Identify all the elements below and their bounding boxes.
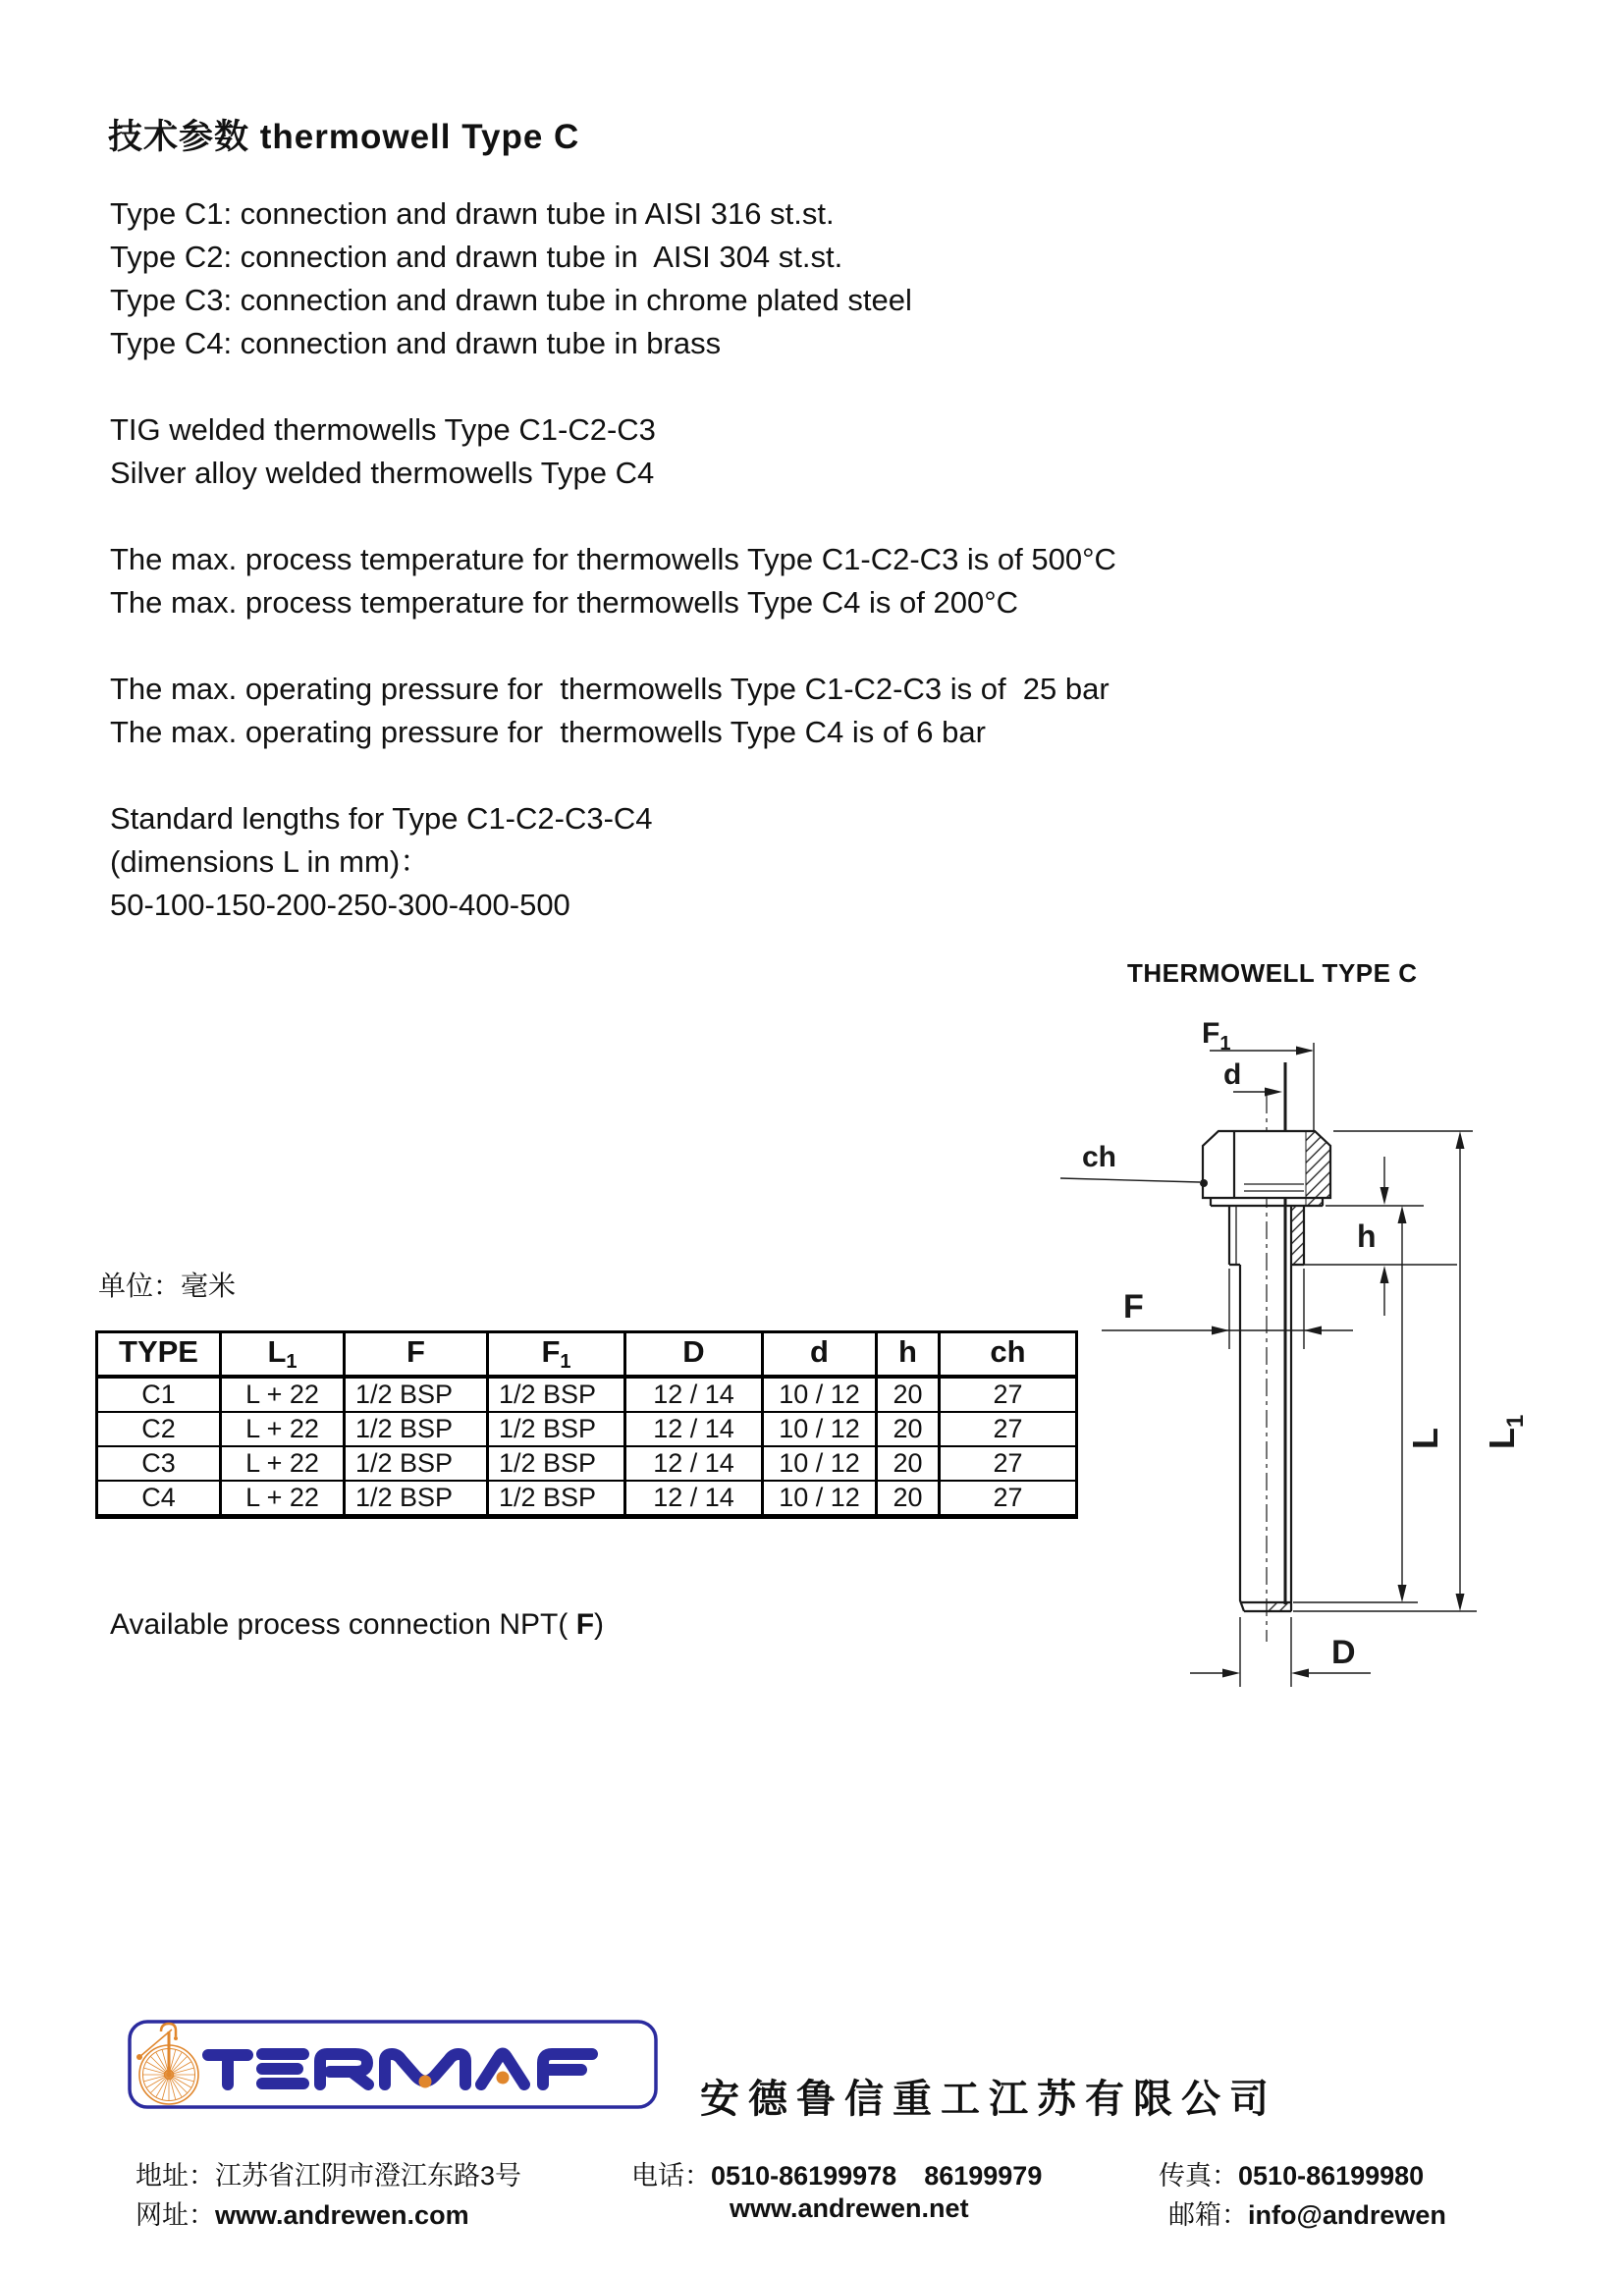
footer-website-1 — [106, 2163, 469, 2262]
phone-label: 电话： — [631, 2161, 712, 2191]
cell: 1/2 BSP — [488, 1446, 625, 1481]
cell: 1/2 BSP — [345, 1377, 488, 1412]
tip-section-hatch — [1267, 1602, 1291, 1611]
unit-note: 单位：毫米 — [98, 1271, 237, 1301]
d-dim-label: d — [1223, 1058, 1242, 1091]
big-d-dim-label: D — [1331, 1634, 1356, 1671]
col-header-d-big: D — [625, 1332, 763, 1378]
l-arrow-top — [1398, 1206, 1407, 1223]
ch-leader-dot — [1200, 1179, 1208, 1187]
body-line: Type C2: connection and drawn tube in AISI 304 st.st. — [110, 240, 843, 274]
body-line: The max. operating pressure for thermowells Type C4 is of 6 bar — [110, 715, 986, 749]
table-row — [97, 1377, 1077, 1412]
body-line: Type C4: connection and drawn tube in brass — [110, 326, 722, 360]
cell: 1/2 BSP — [345, 1481, 488, 1517]
col-header-ch: ch — [940, 1332, 1077, 1378]
body-line: The max. operating pressure for thermowells Type C1-C2-C3 is of 25 bar — [110, 672, 1110, 706]
cell: 27 — [940, 1481, 1077, 1517]
fax-label: 传真： — [1159, 2161, 1239, 2191]
ch-leader-line — [1060, 1178, 1200, 1182]
cell: 1/2 BSP — [488, 1377, 625, 1412]
body-line: Silver alloy welded thermowells Type C4 — [110, 456, 655, 490]
address-label: 地址： — [135, 2161, 216, 2191]
cell: 20 — [877, 1412, 940, 1446]
cell: C3 — [97, 1446, 221, 1481]
cell: C1 — [97, 1377, 221, 1412]
f1-arrow — [1296, 1047, 1314, 1056]
l1-dim-label: $L_1$ — [1482, 1414, 1529, 1449]
h-arrow-bottom — [1380, 1266, 1389, 1283]
cell: L + 22 — [221, 1481, 345, 1517]
cell: L + 22 — [221, 1377, 345, 1412]
table-row — [97, 1446, 1077, 1481]
cell: 1/2 BSP — [345, 1446, 488, 1481]
cell: 12 / 14 — [625, 1446, 763, 1481]
table-row — [97, 1412, 1077, 1446]
d-arrow — [1265, 1088, 1282, 1097]
l-dim-label: L — [1405, 1428, 1445, 1449]
dimension-table — [95, 1330, 1078, 1519]
neck-section-hatch — [1291, 1206, 1304, 1265]
address-value: 江苏省江阴市澄江东路3号 — [215, 2161, 522, 2191]
col-header-f1: $F_1$ — [488, 1332, 625, 1378]
npt-note: Available process connection NPT( F) — [110, 1608, 605, 1641]
body-line: (dimensions L in mm)： — [110, 844, 431, 879]
cell: 27 — [940, 1377, 1077, 1412]
cell: 27 — [940, 1412, 1077, 1446]
col-header-d-small: d — [763, 1332, 877, 1378]
cell: 10 / 12 — [763, 1481, 877, 1517]
thermowell-technical-drawing — [1041, 1011, 1551, 1699]
web-label: 网址： — [135, 2200, 216, 2230]
web-value-1[interactable]: www.andrewen.com — [215, 2200, 469, 2230]
f-arrow-left — [1212, 1326, 1229, 1335]
ch-label: ch — [1082, 1141, 1117, 1173]
cell: 27 — [940, 1446, 1077, 1481]
body-line — [110, 754, 1116, 797]
cell: 20 — [877, 1446, 940, 1481]
l1-arrow-bottom — [1456, 1594, 1465, 1611]
cell: 12 / 14 — [625, 1377, 763, 1412]
big-d-arrow-left — [1222, 1669, 1240, 1678]
footer-website-2 — [700, 2163, 969, 2254]
cell: 1/2 BSP — [488, 1412, 625, 1446]
collar-hatch — [1306, 1198, 1323, 1206]
logo-dot-m — [419, 2076, 432, 2088]
cell: 12 / 14 — [625, 1481, 763, 1517]
email-value[interactable]: info@andrewen — [1248, 2200, 1446, 2230]
phone-value-1: 0510-86199978 — [711, 2161, 897, 2191]
cell: L + 22 — [221, 1412, 345, 1446]
col-header-l1: $L_1$ — [221, 1332, 345, 1378]
big-d-arrow-right — [1291, 1669, 1309, 1678]
drawing-title: THERMOWELL TYPE C — [1127, 958, 1418, 988]
cell: L + 22 — [221, 1446, 345, 1481]
col-header-type: TYPE — [97, 1332, 221, 1378]
col-header-f: F — [345, 1332, 488, 1378]
col-header-h: h — [877, 1332, 940, 1378]
f-dim-label: F — [1123, 1288, 1144, 1326]
cell: 1/2 BSP — [345, 1412, 488, 1446]
f1-dim-label: $F_1$ — [1202, 1017, 1231, 1055]
l-arrow-bottom — [1398, 1585, 1407, 1602]
table-header-row — [97, 1332, 1077, 1378]
body-line — [110, 624, 1116, 668]
phone-value-2: 86199979 — [924, 2161, 1043, 2191]
cell: 1/2 BSP — [488, 1481, 625, 1517]
table-row — [97, 1481, 1077, 1517]
body-line: 50-100-150-200-250-300-400-500 — [110, 888, 570, 922]
cell: 12 / 14 — [625, 1412, 763, 1446]
email-label: 邮箱： — [1168, 2200, 1249, 2230]
body-line: The max. process temperature for thermowells Type C4 is of 200°C — [110, 585, 1018, 620]
body-line: TIG welded thermowells Type C1-C2-C3 — [110, 412, 656, 447]
cell: 20 — [877, 1377, 940, 1412]
company-name: 安德鲁信重工江苏有限公司 — [700, 2078, 1277, 2121]
body-line: Type C1: connection and drawn tube in AISI 316 st.st. — [110, 196, 835, 231]
cell: C2 — [97, 1412, 221, 1446]
cell: 10 / 12 — [763, 1377, 877, 1412]
logo-dot-a — [497, 2072, 510, 2084]
fax-value: 0510-86199980 — [1238, 2161, 1425, 2191]
body-line: Type C3: connection and drawn tube in chrome plated steel — [110, 283, 912, 317]
cell: 20 — [877, 1481, 940, 1517]
h-arrow-top — [1380, 1187, 1389, 1205]
body-line — [110, 495, 1116, 538]
body-text — [110, 192, 1116, 927]
cell: C4 — [97, 1481, 221, 1517]
body-line: Standard lengths for Type C1-C2-C3-C4 — [110, 801, 653, 836]
body-line — [110, 365, 1116, 408]
l1-arrow-top — [1456, 1131, 1465, 1149]
footer-email — [1139, 2163, 1446, 2262]
termaf-logo — [128, 2020, 658, 2109]
cell: 10 / 12 — [763, 1412, 877, 1446]
web-value-2[interactable]: www.andrewen.net — [730, 2193, 969, 2223]
stem-outline — [1240, 1206, 1291, 1611]
page-title: 技术参数 thermowell Type C — [108, 118, 580, 156]
f-arrow-right — [1304, 1326, 1322, 1335]
h-dim-label: h — [1357, 1218, 1377, 1254]
cell: 10 / 12 — [763, 1446, 877, 1481]
body-line: The max. process temperature for thermowells Type C1-C2-C3 is of 500°C — [110, 542, 1116, 576]
